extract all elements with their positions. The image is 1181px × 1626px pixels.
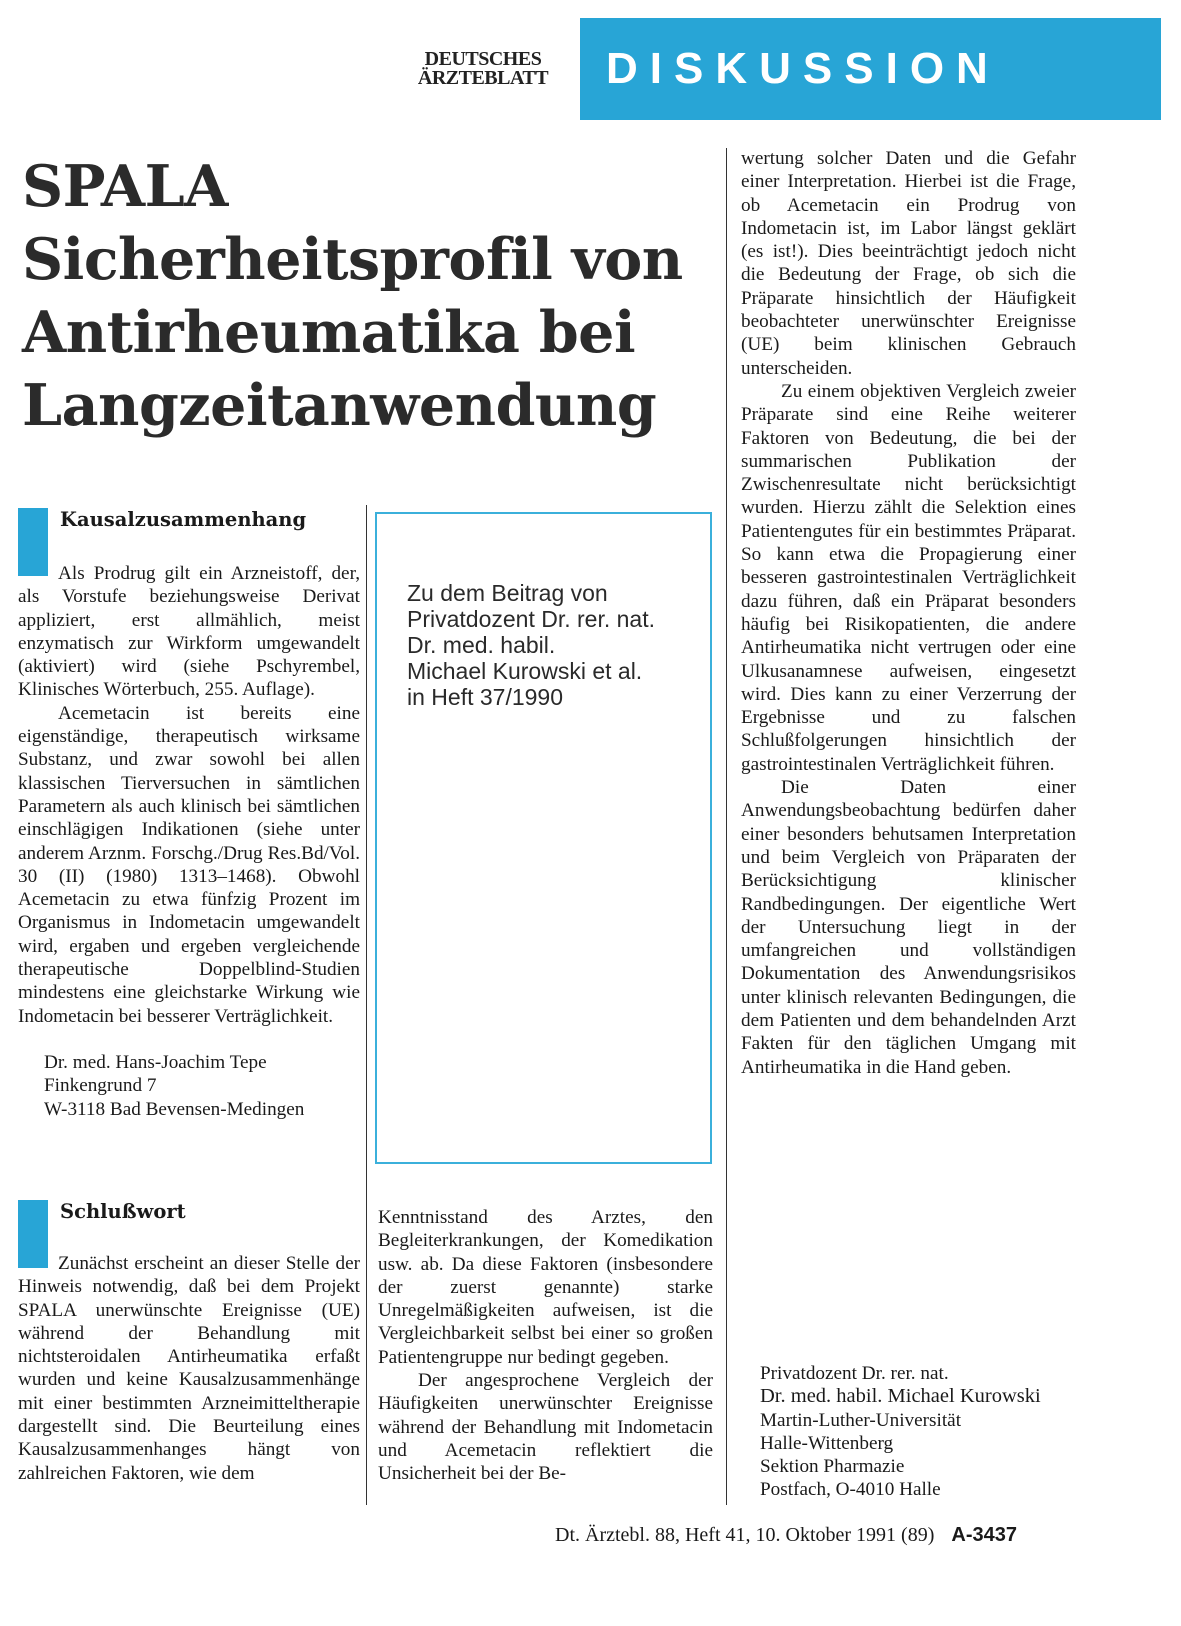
letter-tepe [18,508,360,1121]
address-line: W-3118 Bad Bevensen-Medingen [44,1098,305,1120]
paragraph: Der angesprochene Vergleich der Häufigkeiten unerwünschter Ereignisse während der Behandlung mit Indometacin und Acemetacin reflektiert die Unsicherheit bei der Be- [378,1370,713,1485]
paragraph: wertung solcher Daten und die Gefahr einer Interpretation. Hierbei ist die Frage, ob Acemetacin ein Prodrug von Indometacin ist, im Labor längst geklärt (es ist!). Dies beeinträchtigt jedoch nicht die Bedeutung der Frage, ob sich die Präparate hinsichtlich der Häufigkeit beobachteter unerwünschter Ereignisse (UE) beim klinischen Gebrauch unterscheiden. [741,148,1076,379]
author-address [760,1362,1041,1502]
reference-note [407,580,697,710]
paragraph: Als Prodrug gilt ein Arzneistoff, der, als Vorstufe beziehungsweise Derivat appliziert, erst allmählich, meist enzymatisch zur Wirkform umgewandelt (aktiviert) wird (siehe Pschyrembel, Klinisches Wörterbuch, 255. Auflage). [18,563,360,701]
section-heading: Schlußwort [60,1200,186,1223]
address-line: Postfach, O-4010 Halle [760,1479,941,1501]
title-line: Antirheumatika bei [22,299,636,366]
author-name: Dr. med. habil. Michael Kurowski [760,1385,1041,1408]
section-heading: Kausalzusammenhang [60,508,307,531]
address-line: Halle-Wittenberg [760,1432,894,1454]
reply-kurowski-part1 [18,1200,360,1485]
paragraph: Kenntnisstand des Arztes, den Begleiterkrankungen, der Komedikation usw. ab. Da diese Faktoren (insbesondere der zuerst genannte) starke Unregelmäßigkeiten aufweisen, ist die Vergleichbarkeit selbst bei einer so großen Patientengruppe nur bedingt gegeben. [378,1207,713,1368]
title-line: SPALA [22,153,228,220]
author-address [18,1051,360,1121]
address-line: Finkengrund 7 [44,1075,157,1097]
reply-kurowski-part2 [378,1206,713,1486]
reply-kurowski-part3 [741,147,1076,1079]
column-divider [366,505,367,1505]
reference-line: Dr. med. habil. [407,632,556,658]
reference-line: Michael Kurowski et al. [407,658,643,684]
citation: Dt. Ärztebl. 88, Heft 41, 10. Oktober 1991 (89) [555,1524,935,1546]
author-name: Dr. med. Hans-Joachim Tepe [44,1051,267,1073]
reference-line: Privatdozent Dr. rer. nat. [407,606,656,632]
reference-line: in Heft 37/1990 [407,684,564,710]
article-title [22,150,722,442]
page-footer [555,1524,1145,1547]
journal-logo [398,50,568,88]
title-line: Sicherheitsprofil von [22,226,683,293]
reference-line: Zu dem Beitrag von [407,580,608,606]
paragraph: Zu einem objektiven Vergleich zweier Präparate sind eine Reihe weiterer Faktoren von Bedeutung, die bei der summarischen Publikation der Zwischenresultate nicht berücksichtigt wurden. Hierzu zählt die Selektion eines Patientengutes für ein bestimmtes Präparat. So kann etwa die Propagierung einer besseren gastrointestinalen Verträglichkeit dazu führen, daß ein Präparat besonders häufig bei Risikopatienten, die andere Antirheumatika nicht vertrugen oder eine Ulkusanamnese aufweisen, eingesetzt wird. Dies kann zu einer Verzerrung der Ergebnisse und zu falschen Schlußfolgerungen hinsichtlich der gastrointestinalen Verträglichkeit führen. [741,380,1076,775]
column-divider [726,148,727,1505]
reference-box [375,512,712,1164]
title-line: Langzeitanwendung [22,372,657,439]
journal-name-line2: ÄRZTEBLATT [417,67,549,89]
address-line: Sektion Pharmazie [760,1456,905,1478]
rubric-banner: DISKUSSION [580,18,1161,120]
author-title: Privatdozent Dr. rer. nat. [760,1363,949,1384]
address-line: Martin-Luther-Universität [760,1409,962,1431]
paragraph: Die Daten einer Anwendungsbeobachtung bedürfen daher einer besonders behutsamen Interpretation und beim Vergleich von Präparaten der Berücksichtigung klinischer Randbedingungen. Der eigentliche Wert der Untersuchung liegt in der umfangreichen und vollständigen Dokumentation des Anwendungsrisikos unter klinisch relevanten Bedingungen, die dem Patienten und dem behandelnden Arzt Fakten für den täglichen Umgang mit Antirheumatika in die Hand geben. [741,777,1076,1078]
paragraph: Acemetacin ist bereits eine eigenständige, therapeutisch wirksame Substanz, und zwar sowohl bei allen klassischen Tierversuchen in sämtlichen Parametern als auch klinisch bei sämtlichen einschlägigen Indikationen (siehe unter anderem Arznm. Forschg./Drug Res.Bd/Vol. 30 (II) (1980) 1313–1468). Obwohl Acemetacin zu etwa fünfzig Prozent im Organismus in Indometacin umgewandelt wird, ergaben und ergeben vergleichende therapeutische Doppelblind-Studien mindestens eine gleichstarke Wirkung wie Indometacin bei besserer Verträglichkeit. [18,702,360,1027]
page-number: A-3437 [951,1524,1017,1546]
journal-name-line1: DEUTSCHES [424,48,542,70]
paragraph: Zunächst erscheint an dieser Stelle der Hinweis notwendig, daß bei dem Projekt SPALA unerwünschte Ereignisse (UE) während der Behandlung mit nichtsteroidalen Antirheumatika erfaßt wurden und keine Kausalzusammenhänge mit einer bestimmten Arzneimitteltherapie dargestellt sind. Die Beurteilung eines Kausalzusammenhanges hängt von zahlreichen Faktoren, wie dem [18,1253,360,1484]
